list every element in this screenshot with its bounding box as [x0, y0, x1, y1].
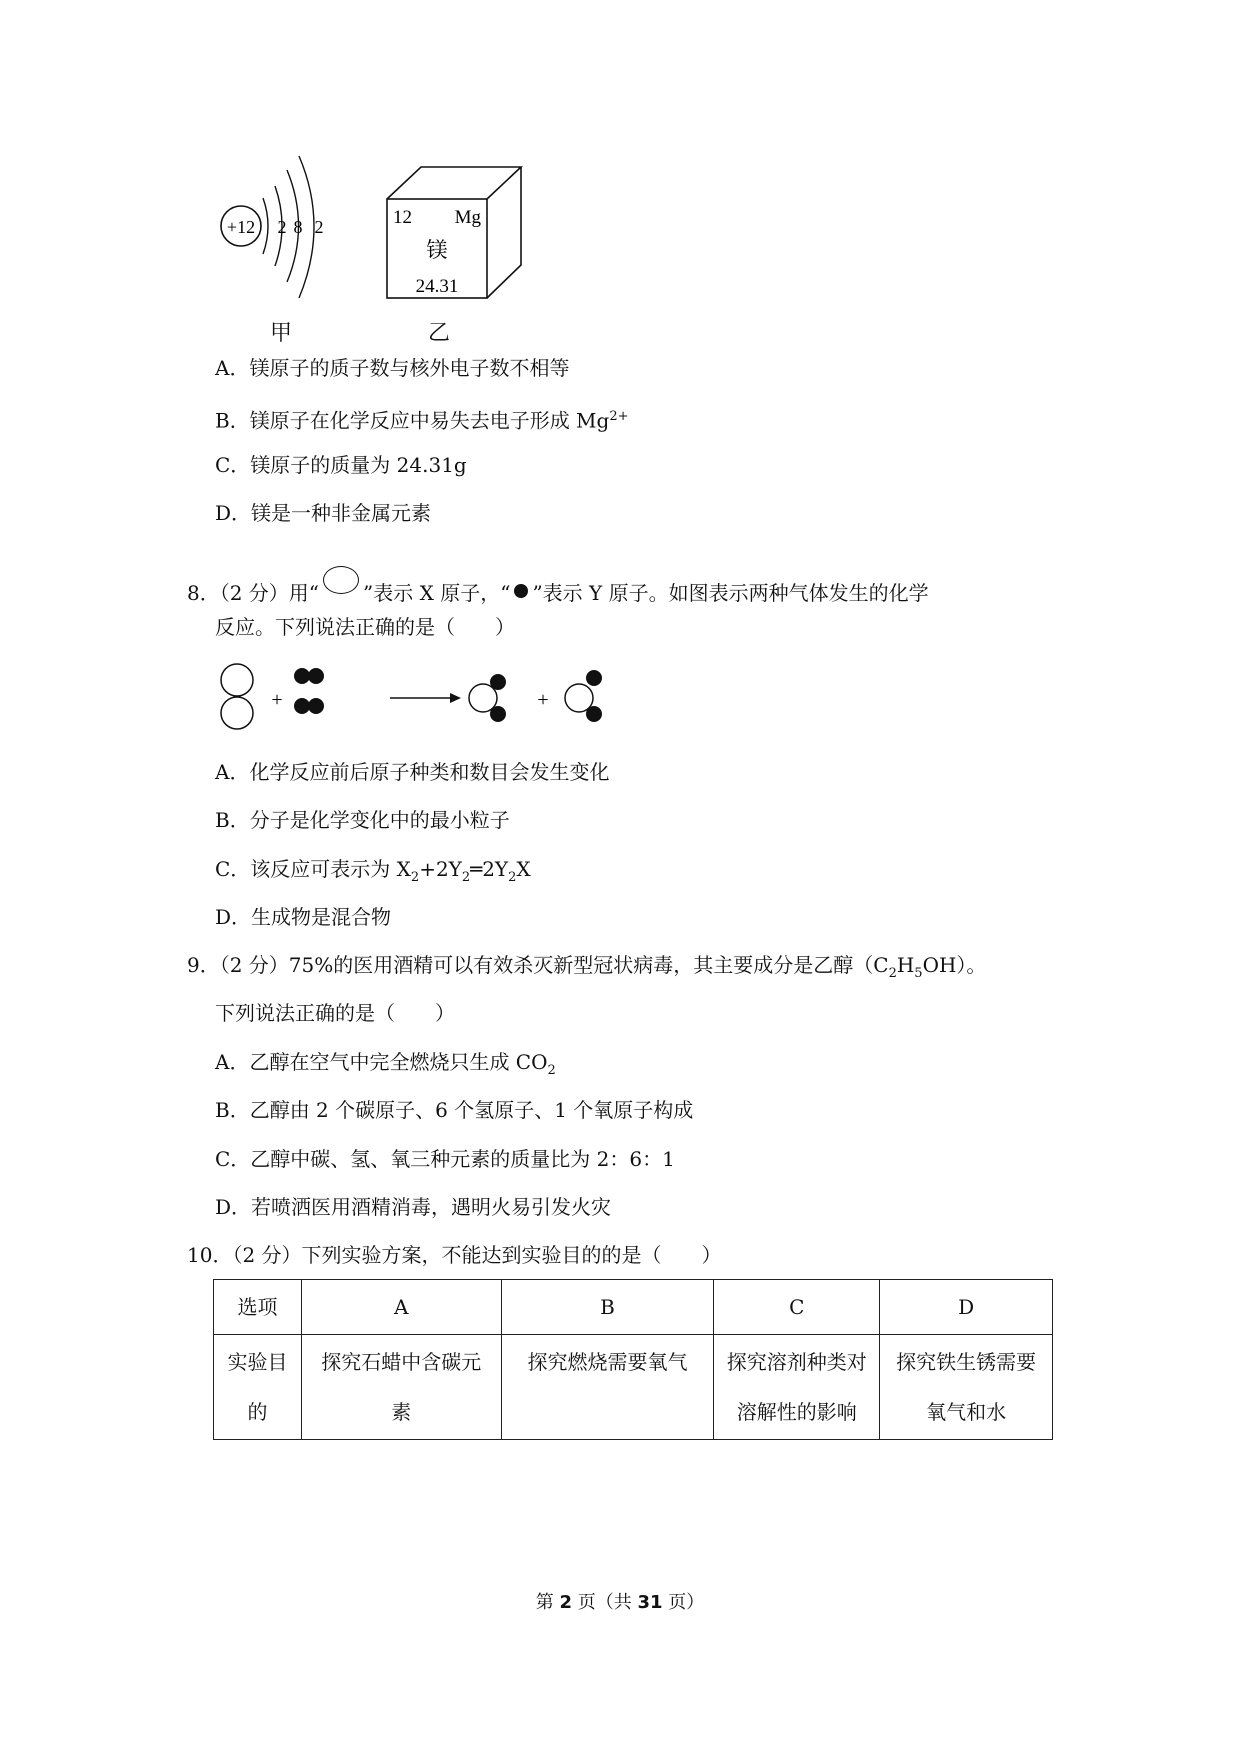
q7-option-b: B．镁原子在化学反应中易失去电子形成 $Mg^{2+}$	[215, 408, 629, 433]
page-number: 2	[559, 1592, 572, 1613]
q9-option-a: A．乙醇在空气中完全燃烧只生成 $CO_2$	[215, 1050, 556, 1078]
q9-stem-line2: 下列说法正确的是（ ）	[215, 1001, 455, 1025]
q8-option-a: A．化学反应前后原子种类和数目会发生变化	[215, 760, 610, 784]
q9-option-d: D．若喷洒医用酒精消毒，遇明火易引发火灾	[215, 1195, 612, 1219]
row-label: 实验目 的	[214, 1335, 302, 1440]
header-b: B	[501, 1280, 714, 1335]
q7-option-d: D．镁是一种非金属元素	[215, 501, 432, 525]
total-pages: 31	[637, 1592, 663, 1613]
table-row	[214, 1335, 1053, 1440]
header-option: 选项	[214, 1280, 302, 1335]
label-jia: 甲	[270, 321, 293, 346]
cell-d: 探究铁生锈需要 氧气和水	[880, 1335, 1053, 1440]
q8-option-d: D．生成物是混合物	[215, 905, 392, 929]
q9-stem-line1: 9．（2 分）75%的医用酒精可以有效杀灭新型冠状病毒，其主要成分是乙醇$(C_2H_5OH)$。	[187, 953, 987, 981]
nucleus-charge: +12	[226, 217, 256, 237]
atomic-mass: 24.31	[415, 276, 459, 297]
element-symbol: Mg	[454, 207, 481, 228]
shell-1-count: 2	[277, 217, 287, 237]
q8-option-c: C．该反应可表示为 $X_2+2Y_2═2Y_2X$	[215, 857, 531, 885]
q9-option-c: C．乙醇中碳、氢、氧三种元素的质量比为 2：6：1	[215, 1147, 675, 1171]
reaction-diagram	[215, 660, 625, 740]
filled-circle-icon	[514, 584, 528, 598]
page-footer: 第 2 页（共 31 页）	[535, 1592, 705, 1613]
header-c: C	[714, 1280, 880, 1335]
q8-option-b: B．分子是化学变化中的最小粒子	[215, 808, 510, 832]
q9-option-b: B．乙醇由 2 个碳原子、6 个氢原子、1 个氧原子构成	[215, 1098, 694, 1122]
cell-b: 探究燃烧需要氧气	[501, 1335, 714, 1440]
q8-stem-line2: 反应。下列说法正确的是（ ）	[215, 615, 515, 639]
shell-3-count: 2	[314, 217, 324, 237]
shell-2-count: 8	[293, 217, 303, 237]
q8-stem-line1: 8．（2 分）用“ ”表示 X 原子，“ ”表示 Y 原子。如图表示两种气体发生的化学	[187, 566, 929, 607]
mg-atom-diagram	[215, 148, 345, 308]
experiment-table	[213, 1279, 1053, 1440]
element-name: 镁	[426, 238, 448, 262]
periodic-cell-diagram	[385, 165, 525, 305]
plus-sign-2: +	[537, 689, 549, 711]
open-circle-icon	[323, 566, 359, 594]
table-header-row	[214, 1280, 1053, 1335]
label-yi: 乙	[428, 321, 451, 346]
header-a: A	[301, 1280, 501, 1335]
atomic-number: 12	[393, 207, 412, 228]
q7-option-a: A．镁原子的质子数与核外电子数不相等	[215, 356, 570, 380]
cell-c: 探究溶剂种类对 溶解性的影响	[714, 1335, 880, 1440]
header-d: D	[880, 1280, 1053, 1335]
plus-sign-1: +	[271, 689, 283, 711]
cell-a: 探究石蜡中含碳元 素	[301, 1335, 501, 1440]
q7-option-c: C．镁原子的质量为 24.31g	[215, 453, 467, 477]
q10-stem: 10．（2 分）下列实验方案，不能达到实验目的的是（ ）	[187, 1243, 722, 1267]
